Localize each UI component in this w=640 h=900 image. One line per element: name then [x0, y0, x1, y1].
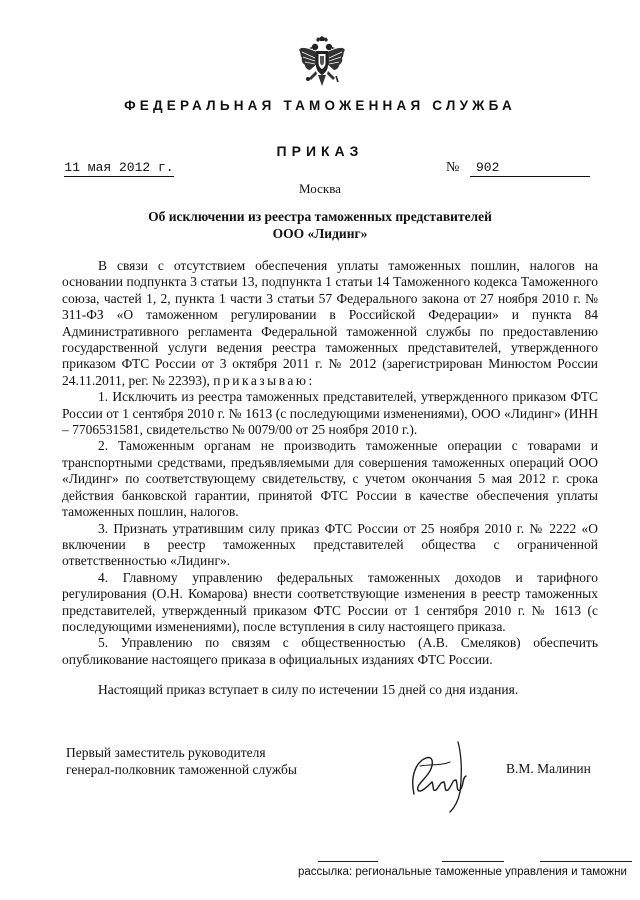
order-subject: [0, 208, 640, 242]
city: Москва: [299, 181, 341, 196]
order-item-5: 5. Управлению по связям с общественностью (А.В. Смеляков) обеспечить опубликование настоящего приказа в официальных изданиях ФТС России.: [62, 635, 598, 667]
order-number: 902: [470, 160, 590, 177]
distribution-list: рассылка: региональные таможенные управления и таможни: [298, 866, 627, 878]
effective-clause: Настоящий приказ вступает в силу по истечении 15 дней со дня издания.: [98, 682, 519, 698]
eagle-emblem-icon: [297, 36, 347, 92]
document-type-heading: ПРИКАЗ: [276, 143, 364, 159]
distribution-rule-3: [540, 861, 632, 862]
signatory-title-line-1: Первый заместитель руководителя: [66, 745, 266, 760]
subject-line-2: ООО «Лидинг»: [272, 226, 368, 241]
distribution-rule-2: [442, 861, 504, 862]
handwritten-signature-icon: [400, 736, 480, 814]
order-word: приказываю:: [213, 372, 315, 388]
order-date: 11 мая 2012 г.: [64, 160, 174, 175]
preamble-paragraph: [62, 258, 598, 389]
preamble-text: В связи с отсутствием обеспечения уплаты таможенных пошлин, налогов на основании подпункта 3 статьи 13, подпункта 1 статьи 14 Таможенного кодекса Таможенного союза, частей 1, 2, пункта 1 части 3 статьи 57 Федерального закона от 27 ноября 2010 г. № 311-ФЗ «О таможенном регулировании в Российской Федерации» и пункта 84 Административного регламента Федеральной таможенной службы по предоставлению государственной услуги ведения реестра таможенных представителей, утвержденного приказом ФТС России от 3 октября 2011 г. № 2012 (зарегистрирован Минюстом России 24.11.2011, рег. № 22393),: [62, 258, 598, 388]
order-body: [62, 258, 598, 699]
order-item-2: 2. Таможенным органам не производить таможенные операции с товарами и транспортными средствами, предъявляемыми для совершения таможенных операций ООО «Лидинг» по соответствующему свидетельству, с учетом окончания 5 мая 2012 г. срока действия банковской гарантии, принятой ФТС России в качестве обеспечения уплаты таможенных пошлин, налогов.: [62, 438, 598, 520]
signer-name: В.М. Малинин: [506, 761, 591, 776]
signatory-title-line-2: генерал-полковник таможенной службы: [66, 762, 297, 777]
subject-line-1: Об исключении из реестра таможенных представителей: [148, 209, 492, 224]
order-number-label: №: [446, 160, 460, 175]
order-item-3: 3. Признать утратившим силу приказ ФТС России от 25 ноября 2010 г. № 2222 «О включении в реестр таможенных представителей общества с ограниченной ответственностью «Лидинг».: [62, 520, 598, 569]
distribution-rule-1: [318, 861, 378, 862]
agency-name: ФЕДЕРАЛЬНАЯ ТАМОЖЕННАЯ СЛУЖБА: [124, 98, 516, 113]
signatory-title: [66, 744, 297, 778]
order-item-4: 4. Главному управлению федеральных таможенных доходов и тарифного регулирования (О.Н. Комарова) внести соответствующие изменения в реестр таможенных представителей, утвержденный приказом ФТС России от 1 сентября 2010 г. № 1613 (с последующими изменениями), после вступления в силу настоящего приказа.: [62, 569, 598, 634]
order-item-1: 1. Исключить из реестра таможенных представителей, утвержденного приказом ФТС России от 1 сентября 2010 г. № 1613 (с последующими изменениями), ООО «Лидинг» (ИНН – 7706531581, свидетельство № 0079/00 от 25 ноября 2010 г.).: [62, 389, 598, 438]
